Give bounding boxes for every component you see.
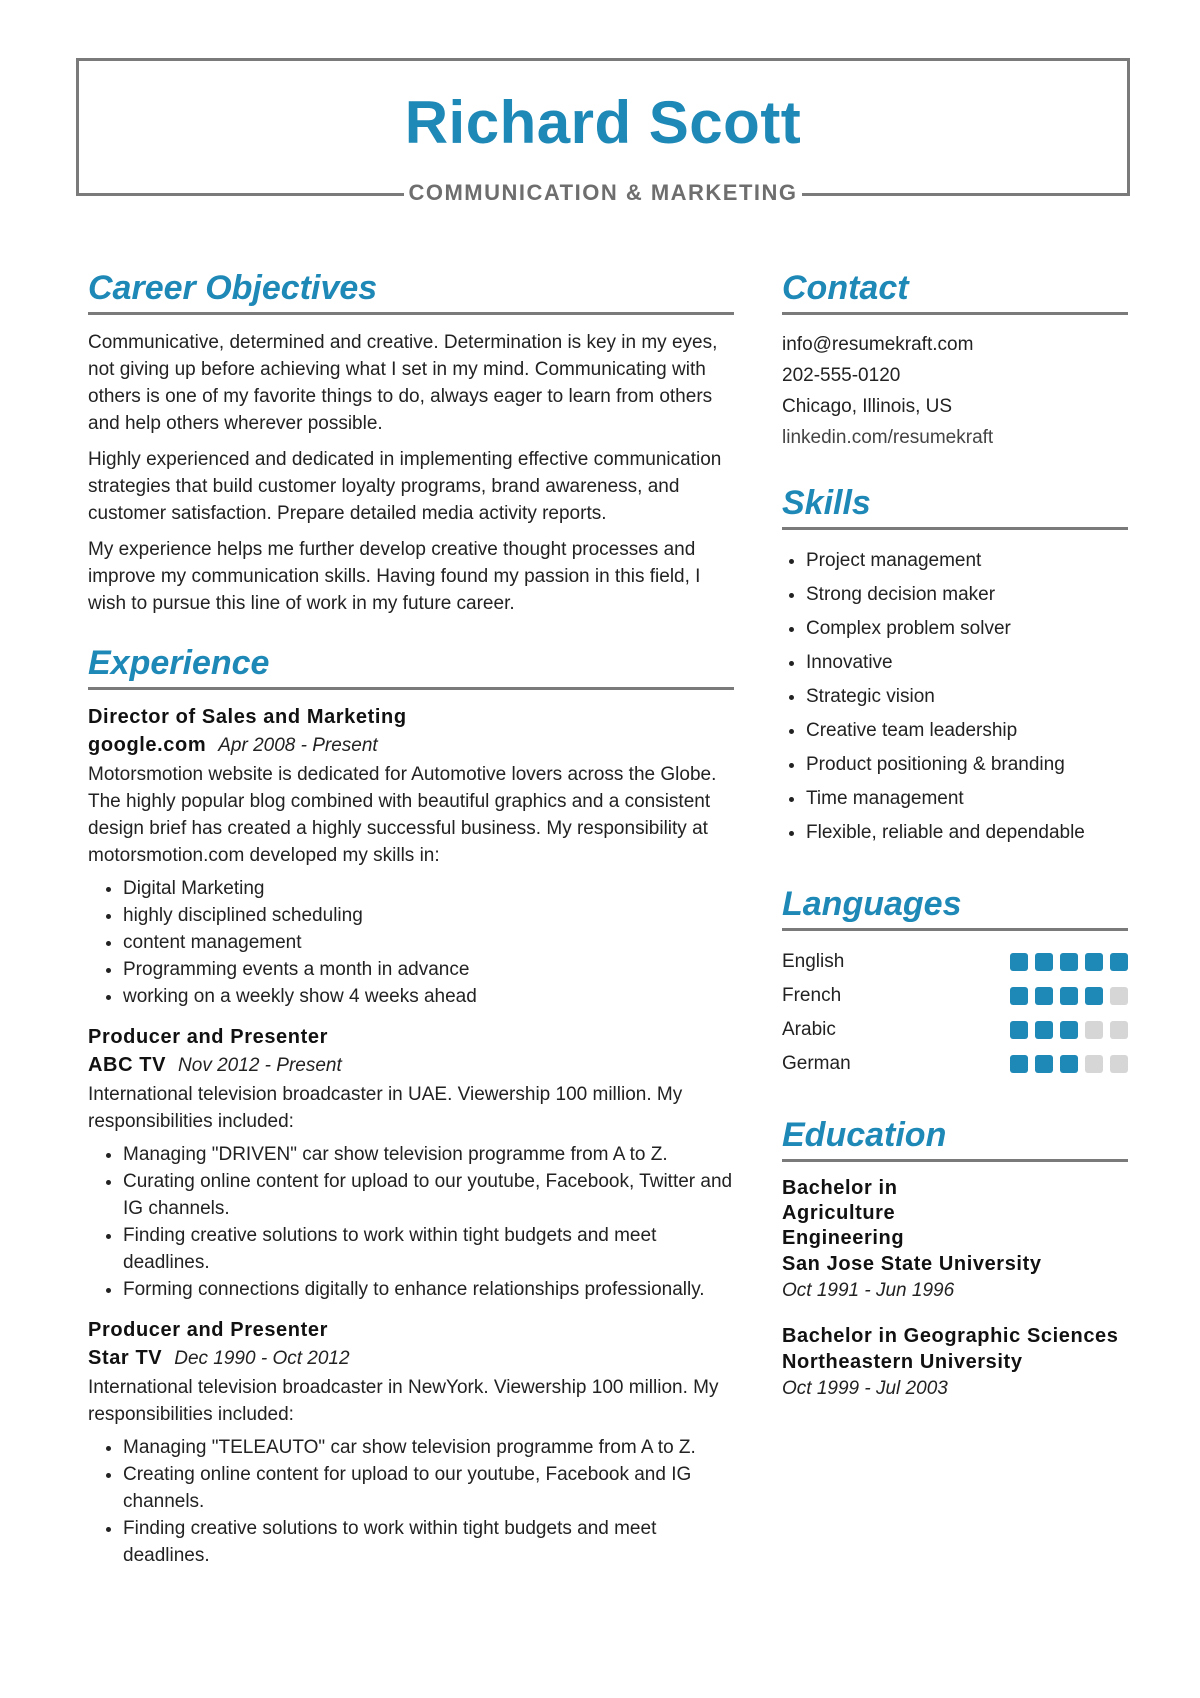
rating-dot-filled: [1110, 953, 1128, 971]
job-description: International television broadcaster in UAE. Viewership 100 million. My responsibilities included:: [88, 1084, 683, 1132]
skills-list: [782, 544, 1128, 850]
job-bullets: [88, 1141, 734, 1303]
rating-dot-filled: [1035, 953, 1053, 971]
language-name: Arabic: [782, 1019, 836, 1040]
candidate-subtitle: COMMUNICATION & MARKETING: [408, 180, 798, 205]
language-row: [782, 979, 1128, 1013]
language-level-rating: [1010, 1055, 1128, 1073]
language-name: German: [782, 1053, 851, 1074]
list-item: • Time management: [806, 782, 1128, 816]
rating-dot-filled: [1035, 1055, 1053, 1073]
list-item: • Strong decision maker: [806, 578, 1128, 612]
education-degree: Bachelor in Geographic Sciences: [782, 1325, 1119, 1347]
job-description: International television broadcaster in NewYork. Viewership 100 million. My responsibilities included:: [88, 1377, 719, 1425]
section-title-contact: Contact: [782, 268, 1128, 315]
list-item: • Innovative: [806, 646, 1128, 680]
job-company: google.com: [88, 734, 207, 756]
education-school: Northeastern University: [782, 1351, 1023, 1373]
education-school: San Jose State University: [782, 1253, 1042, 1275]
job-dates: Dec 1990 - Oct 2012: [174, 1348, 350, 1369]
rating-dot-filled: [1010, 1021, 1028, 1039]
experience-section: [88, 643, 734, 1569]
education-dates: Oct 1999 - Jul 2003: [782, 1378, 948, 1399]
job-company: Star TV: [88, 1347, 163, 1369]
list-item: • working on a weekly show 4 weeks ahead: [123, 983, 734, 1010]
job-dates: Nov 2012 - Present: [178, 1055, 342, 1076]
rating-dot-filled: [1060, 1021, 1078, 1039]
rating-dot-empty: [1085, 1055, 1103, 1073]
list-item: • Finding creative solutions to work within tight budgets and meet deadlines.: [123, 1222, 734, 1276]
rating-dot-filled: [1060, 987, 1078, 1005]
job-title: Producer and Presenter: [88, 1319, 328, 1341]
job-meta: [88, 1051, 734, 1081]
list-item: • highly disciplined scheduling: [123, 902, 734, 929]
job-entry: [88, 1024, 734, 1303]
rating-dot-filled: [1060, 1055, 1078, 1073]
job-dates: Apr 2008 - Present: [218, 735, 378, 756]
left-column: [88, 268, 734, 1583]
section-title-experience: Experience: [88, 643, 734, 690]
section-title-education: Education: [782, 1115, 1128, 1162]
language-level-rating: [1010, 1021, 1128, 1039]
career-paragraph: My experience helps me further develop creative thought processes and improve my communication skills. Having found my passion in this field, I wish to pursue this line of work in my future career.: [88, 539, 701, 614]
language-name: English: [782, 951, 845, 972]
list-item: • Managing "DRIVEN" car show television programme from A to Z.: [123, 1141, 734, 1168]
rating-dot-empty: [1110, 987, 1128, 1005]
list-item: • Flexible, reliable and dependable: [806, 816, 1128, 850]
rating-dot-filled: [1010, 1055, 1028, 1073]
job-entry: [88, 704, 734, 1010]
career-paragraph: Communicative, determined and creative. Determination is key in my eyes, not giving up before achieving what I set in my mind. Communicating with others is one of my favorite things to do, always eager to learn from others and help others wherever possible.: [88, 332, 718, 434]
list-item: • Complex problem solver: [806, 612, 1128, 646]
rating-dot-filled: [1010, 987, 1028, 1005]
job-bullets: [88, 875, 734, 1010]
language-row: [782, 1013, 1128, 1047]
education-entry: [782, 1324, 1128, 1402]
list-item: • Strategic vision: [806, 680, 1128, 714]
rating-dot-filled: [1035, 1021, 1053, 1039]
right-column: [782, 268, 1128, 1422]
rating-dot-filled: [1085, 987, 1103, 1005]
list-item: • Programming events a month in advance: [123, 956, 734, 983]
education-entry: [782, 1176, 1128, 1304]
section-title-skills: Skills: [782, 483, 1128, 530]
job-description: Motorsmotion website is dedicated for Automotive lovers across the Globe. The highly popular blog combined with beautiful graphics and a consistent design brief has created a highly successful business. My responsibility at motorsmotion.com developed my skills in:: [88, 764, 717, 866]
list-item: • Project management: [806, 544, 1128, 578]
job-company: ABC TV: [88, 1054, 167, 1076]
section-title-career: Career Objectives: [88, 268, 734, 315]
languages-section: [782, 884, 1128, 1081]
header-rule-right: [802, 193, 1130, 196]
list-item: • Curating online content for upload to our youtube, Facebook, Twitter and IG channels.: [123, 1168, 734, 1222]
rating-dot-filled: [1085, 953, 1103, 971]
language-level-rating: [1010, 987, 1128, 1005]
list-item: • Forming connections digitally to enhance relationships professionally.: [123, 1276, 734, 1303]
candidate-name: Richard Scott: [404, 89, 802, 156]
list-item: • content management: [123, 929, 734, 956]
list-item: • Creative team leadership: [806, 714, 1128, 748]
skills-section: [782, 483, 1128, 850]
list-item: • Managing "TELEAUTO" car show television programme from A to Z.: [123, 1434, 734, 1461]
section-title-languages: Languages: [782, 884, 1128, 931]
contact-section: [782, 268, 1128, 453]
job-title: Director of Sales and Marketing: [88, 706, 407, 728]
job-entry: [88, 1317, 734, 1569]
career-objectives-section: [88, 268, 734, 617]
rating-dot-filled: [1060, 953, 1078, 971]
contact-linkedin: linkedin.com/resumekraft: [782, 427, 994, 448]
rating-dot-filled: [1010, 953, 1028, 971]
job-meta: [88, 1344, 734, 1374]
language-row: [782, 1047, 1128, 1081]
rating-dot-filled: [1035, 987, 1053, 1005]
job-bullets: [88, 1434, 734, 1569]
contact-email: info@resumekraft.com: [782, 334, 974, 355]
header-rule-left: [76, 193, 404, 196]
contact-phone: 202-555-0120: [782, 365, 901, 386]
language-level-rating: [1010, 953, 1128, 971]
language-name: French: [782, 985, 842, 1006]
education-degree: Bachelor in Agriculture Engineering: [782, 1177, 905, 1249]
rating-dot-empty: [1110, 1055, 1128, 1073]
contact-location: Chicago, Illinois, US: [782, 396, 953, 417]
career-paragraph: Highly experienced and dedicated in implementing effective communication strategies that build customer loyalty programs, brand awareness, and customer satisfaction. Prepare detailed media activity reports.: [88, 449, 722, 524]
rating-dot-empty: [1085, 1021, 1103, 1039]
languages-list: [782, 945, 1128, 1081]
list-item: • Product positioning & branding: [806, 748, 1128, 782]
list-item: • Finding creative solutions to work within tight budgets and meet deadlines.: [123, 1515, 734, 1569]
job-title: Producer and Presenter: [88, 1026, 328, 1048]
language-row: [782, 945, 1128, 979]
list-item: • Digital Marketing: [123, 875, 734, 902]
list-item: • Creating online content for upload to our youtube, Facebook and IG channels.: [123, 1461, 734, 1515]
education-dates: Oct 1991 - Jun 1996: [782, 1280, 955, 1301]
job-meta: [88, 731, 734, 761]
education-section: [782, 1115, 1128, 1402]
rating-dot-empty: [1110, 1021, 1128, 1039]
